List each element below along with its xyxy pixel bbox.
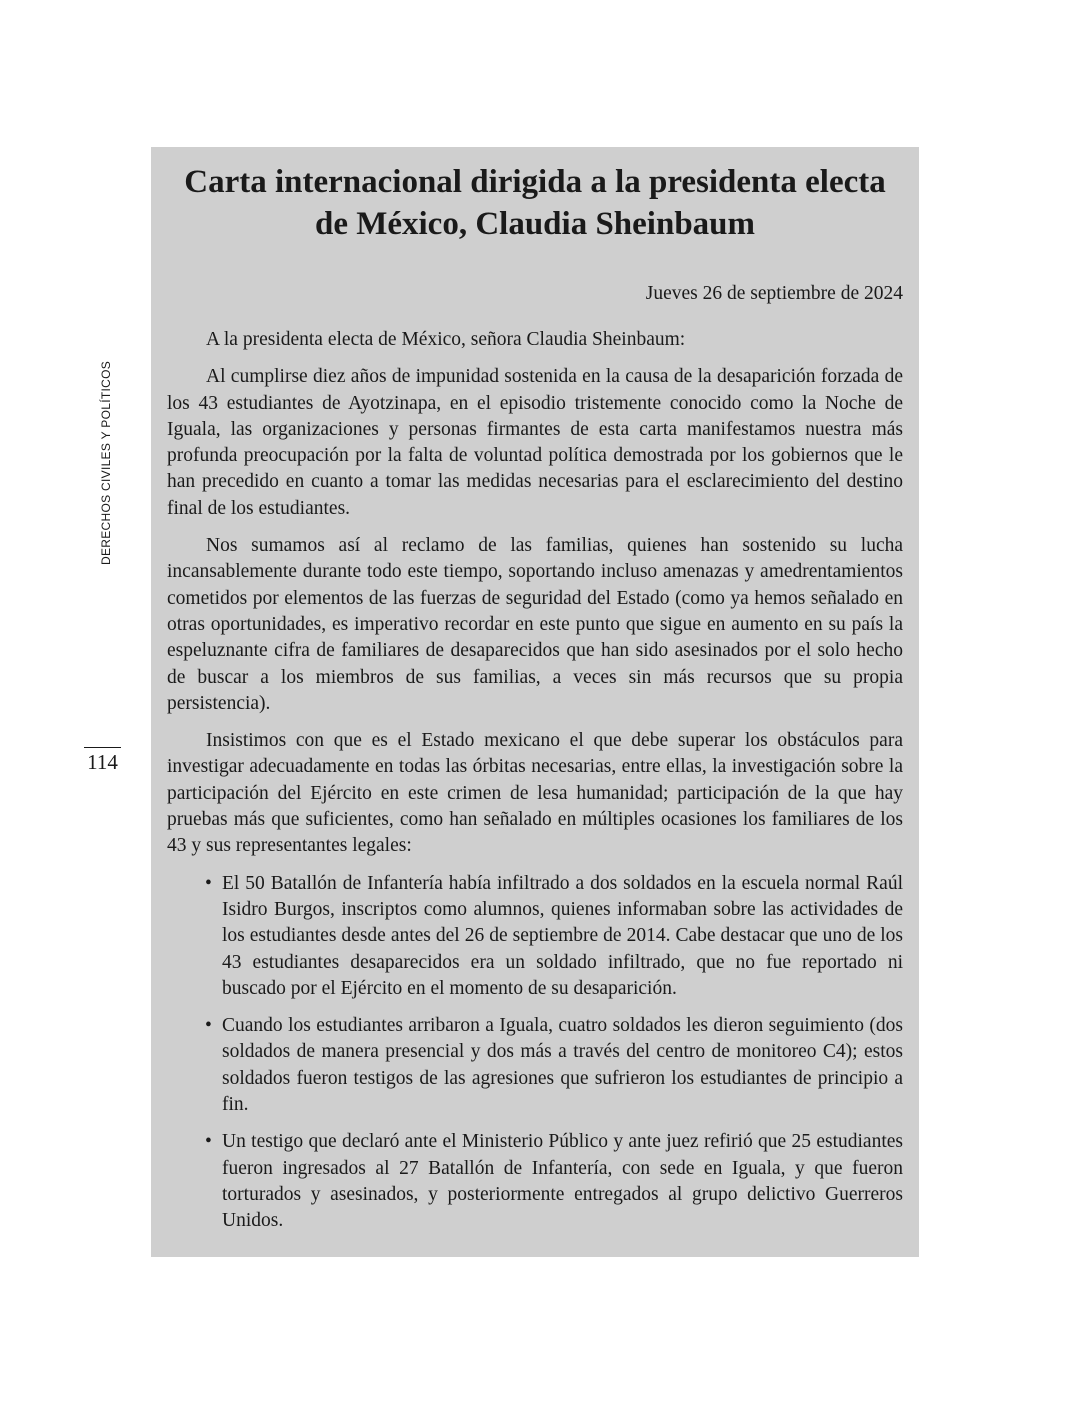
bullet-item xyxy=(205,1129,903,1234)
article-title: Carta internacional dirigida a la presidenta electa de México, Claudia Sheinbaum xyxy=(184,164,886,242)
letter-panel xyxy=(151,147,919,1257)
evidence-bullet-list xyxy=(167,871,903,1235)
body-paragraph-1: Al cumplirse diez años de impunidad sostenida en la causa de la desaparición forzada de los 43 estudiantes de Ayotzinapa, en el episodio tristemente conocido como la Noche de Iguala, las organizaciones y personas firmantes de esta carta manifestamos nuestra más profunda preocupación por la falta de voluntad política demostrada por los gobiernos que le han precedido en cuanto a tomar las medidas necesarias para el esclarecimiento del destino final de los estudiantes. xyxy=(167,366,903,519)
letter-date: Jueves 26 de septiembre de 2024 xyxy=(645,283,903,304)
page-number: 114 xyxy=(87,750,118,774)
body-paragraph-3: Insistimos con que es el Estado mexicano el que debe superar los obstáculos para investigar adecuadamente en todas las órbitas necesarias, entre ellas, la investigación sobre la participación del Ejército en este crimen de lesa humanidad; participación de la que hay pruebas más que suficientes, como han señalado en múltiples ocasiones los familiares de los 43 y sus representantes legales: xyxy=(167,730,903,857)
bullet-item xyxy=(205,1013,903,1118)
letter-salutation: A la presidenta electa de México, señora Claudia Sheinbaum: xyxy=(206,329,686,350)
bullet-dot-icon: • xyxy=(205,872,212,894)
bullet-text: Cuando los estudiantes arribaron a Iguala, cuatro soldados les dieron seguimiento (dos soldados de manera presencial y dos más a través del centro de monitoreo C4); estos soldados fueron testigos de las agresiones que sufrieron los estudiantes de principio a fin. xyxy=(222,1015,903,1116)
bullet-dot-icon: • xyxy=(205,1015,212,1037)
section-running-head: DERECHOS CIVILES Y POLÍTICOS xyxy=(99,360,113,565)
bullet-text: Un testigo que declaró ante el Ministerio Público y ante juez refirió que 25 estudiantes fueron ingresados al 27 Batallón de Infantería, con sede en Iguala, y que fueron torturados y asesinados, y posteriormente entregados al grupo delictivo Guerreros Unidos. xyxy=(222,1131,903,1232)
page-number-rule xyxy=(84,747,121,748)
bullet-text: El 50 Batallón de Infantería había infiltrado a dos soldados en la escuela normal Raúl Isidro Burgos, inscriptos como alumnos, quienes informaban sobre las actividades de los estudiantes desde antes del 26 de septiembre de 2014. Cabe destacar que uno de los 43 estudiantes desaparecidos era un soldado infiltrado, que no fue reportado ni buscado por el Ejército en el momento de su desaparición. xyxy=(222,872,903,999)
bullet-item xyxy=(205,871,903,1002)
bullet-dot-icon: • xyxy=(205,1131,212,1153)
body-paragraph-2: Nos sumamos así al reclamo de las familias, quienes han sostenido su lucha incansablemente durante todo este tiempo, soportando incluso amenazas y amedrentamientos cometidos por elementos de las fuerzas de seguridad del Estado (como ya hemos señalado en otras oportunidades, es imperativo recordar en este punto que sigue en aumento en su país la espeluznante cifra de familiares de desaparecidos que han sido asesinados por el solo hecho de buscar a los miembros de sus familias, a veces sin más recursos que su propia persistencia). xyxy=(167,535,903,714)
